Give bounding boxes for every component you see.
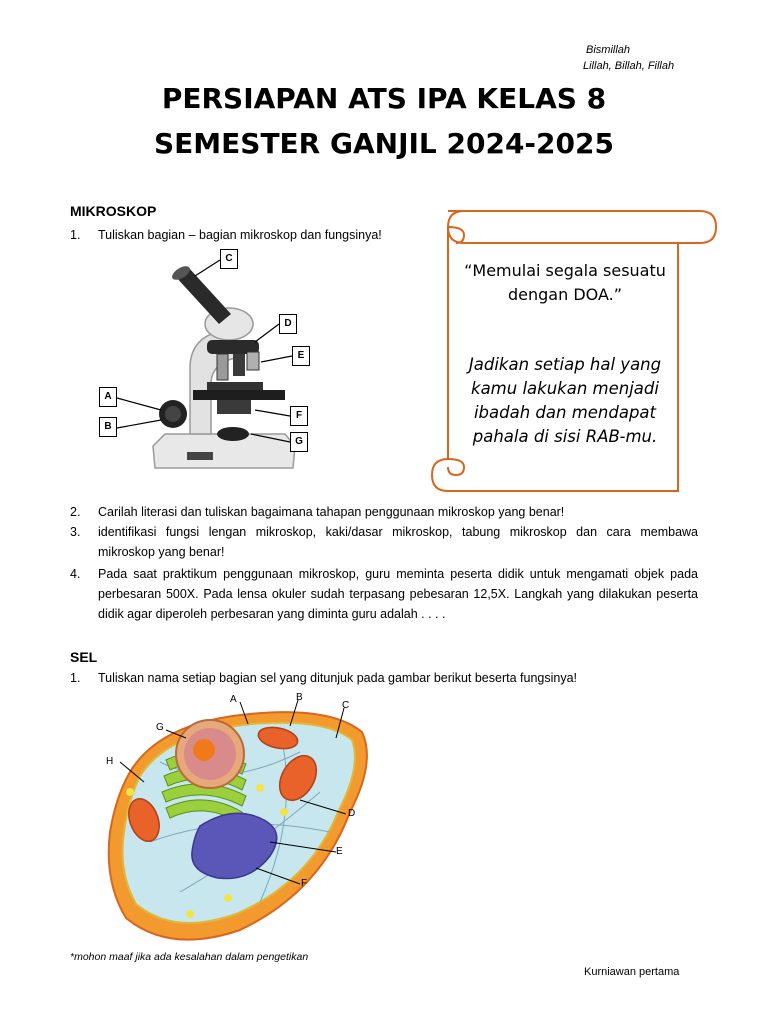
cell-label-h: H xyxy=(106,756,114,767)
footer-note: *mohon maaf jika ada kesalahan dalam pengetikan xyxy=(70,951,309,963)
question-number: 1. xyxy=(70,671,81,685)
question-text: Tuliskan nama setiap bagian sel yang ditunjuk pada gambar berikut beserta fungsinya! xyxy=(98,671,577,685)
question-text: Pada saat praktikum penggunaan mikroskop, guru meminta peserta didik untuk mengamati objek pada perbesaran 500X. Pada lensa okuler sudah terpasang pebesaran 12,5X. Langkah yang dilakukan peserta didik agar diperoleh perbesaran yang diminta guru adalah . . . . xyxy=(98,567,698,621)
microscope-label-e: E xyxy=(292,346,310,366)
cell-label-d: D xyxy=(348,808,356,819)
question-number: 2. xyxy=(70,505,81,519)
animal-cell-illustration xyxy=(100,692,380,954)
question-number: 1. xyxy=(70,228,81,242)
cell-label-c: C xyxy=(342,700,350,711)
mikroskop-heading: MIKROSKOP xyxy=(70,203,157,219)
cell-label-g: G xyxy=(156,722,164,733)
banner-quote: “Memulai segala sesuatu dengan DOA.” xyxy=(464,261,666,304)
question-text: Tuliskan bagian – bagian mikroskop dan fungsinya! xyxy=(98,228,382,242)
page-title-line1: PERSIAPAN ATS IPA KELAS 8 xyxy=(161,82,607,115)
cell-label-f: F xyxy=(301,878,308,889)
mikroskop-question-3 xyxy=(70,522,698,562)
microscope-label-c: C xyxy=(220,249,238,269)
microscope-figure xyxy=(95,248,345,480)
cell-label-b: B xyxy=(296,692,303,703)
cell-figure xyxy=(100,692,380,954)
microscope-leader-lines xyxy=(95,248,345,480)
motto-text: Lillah, Billah, Fillah xyxy=(583,60,675,72)
question-number: 4. xyxy=(70,567,81,581)
author-signature: Kurniawan pertama xyxy=(584,966,680,978)
question-text: Carilah literasi dan tuliskan bagaimana tahapan penggunaan mikroskop yang benar! xyxy=(98,505,565,519)
greeting-text: Bismillah xyxy=(586,44,631,56)
banner-message: Jadikan setiap hal yang kamu lakukan menjadi ibadah dan mendapat pahala di sisi RAB-mu. xyxy=(468,355,662,446)
mikroskop-question-4 xyxy=(70,564,698,624)
page-title-line2: SEMESTER GANJIL 2024-2025 xyxy=(154,127,614,160)
microscope-label-g: G xyxy=(290,432,308,452)
sel-question-1 xyxy=(70,668,698,688)
mikroskop-question-1 xyxy=(70,225,430,245)
microscope-label-a: A xyxy=(99,387,117,407)
mikroskop-question-2 xyxy=(70,502,698,522)
microscope-label-d: D xyxy=(279,314,297,334)
sel-heading: SEL xyxy=(70,649,98,665)
cell-label-a: A xyxy=(230,694,237,705)
question-number: 3. xyxy=(70,525,81,539)
microscope-label-f: F xyxy=(290,406,308,426)
microscope-label-b: B xyxy=(99,417,117,437)
cell-label-e: E xyxy=(336,846,343,857)
scroll-banner-frame xyxy=(420,205,720,497)
motivation-banner xyxy=(420,205,720,497)
question-text: identifikasi fungsi lengan mikroskop, kaki/dasar mikroskop, tabung mikroskop dan cara membawa mikroskop yang benar! xyxy=(98,525,698,559)
